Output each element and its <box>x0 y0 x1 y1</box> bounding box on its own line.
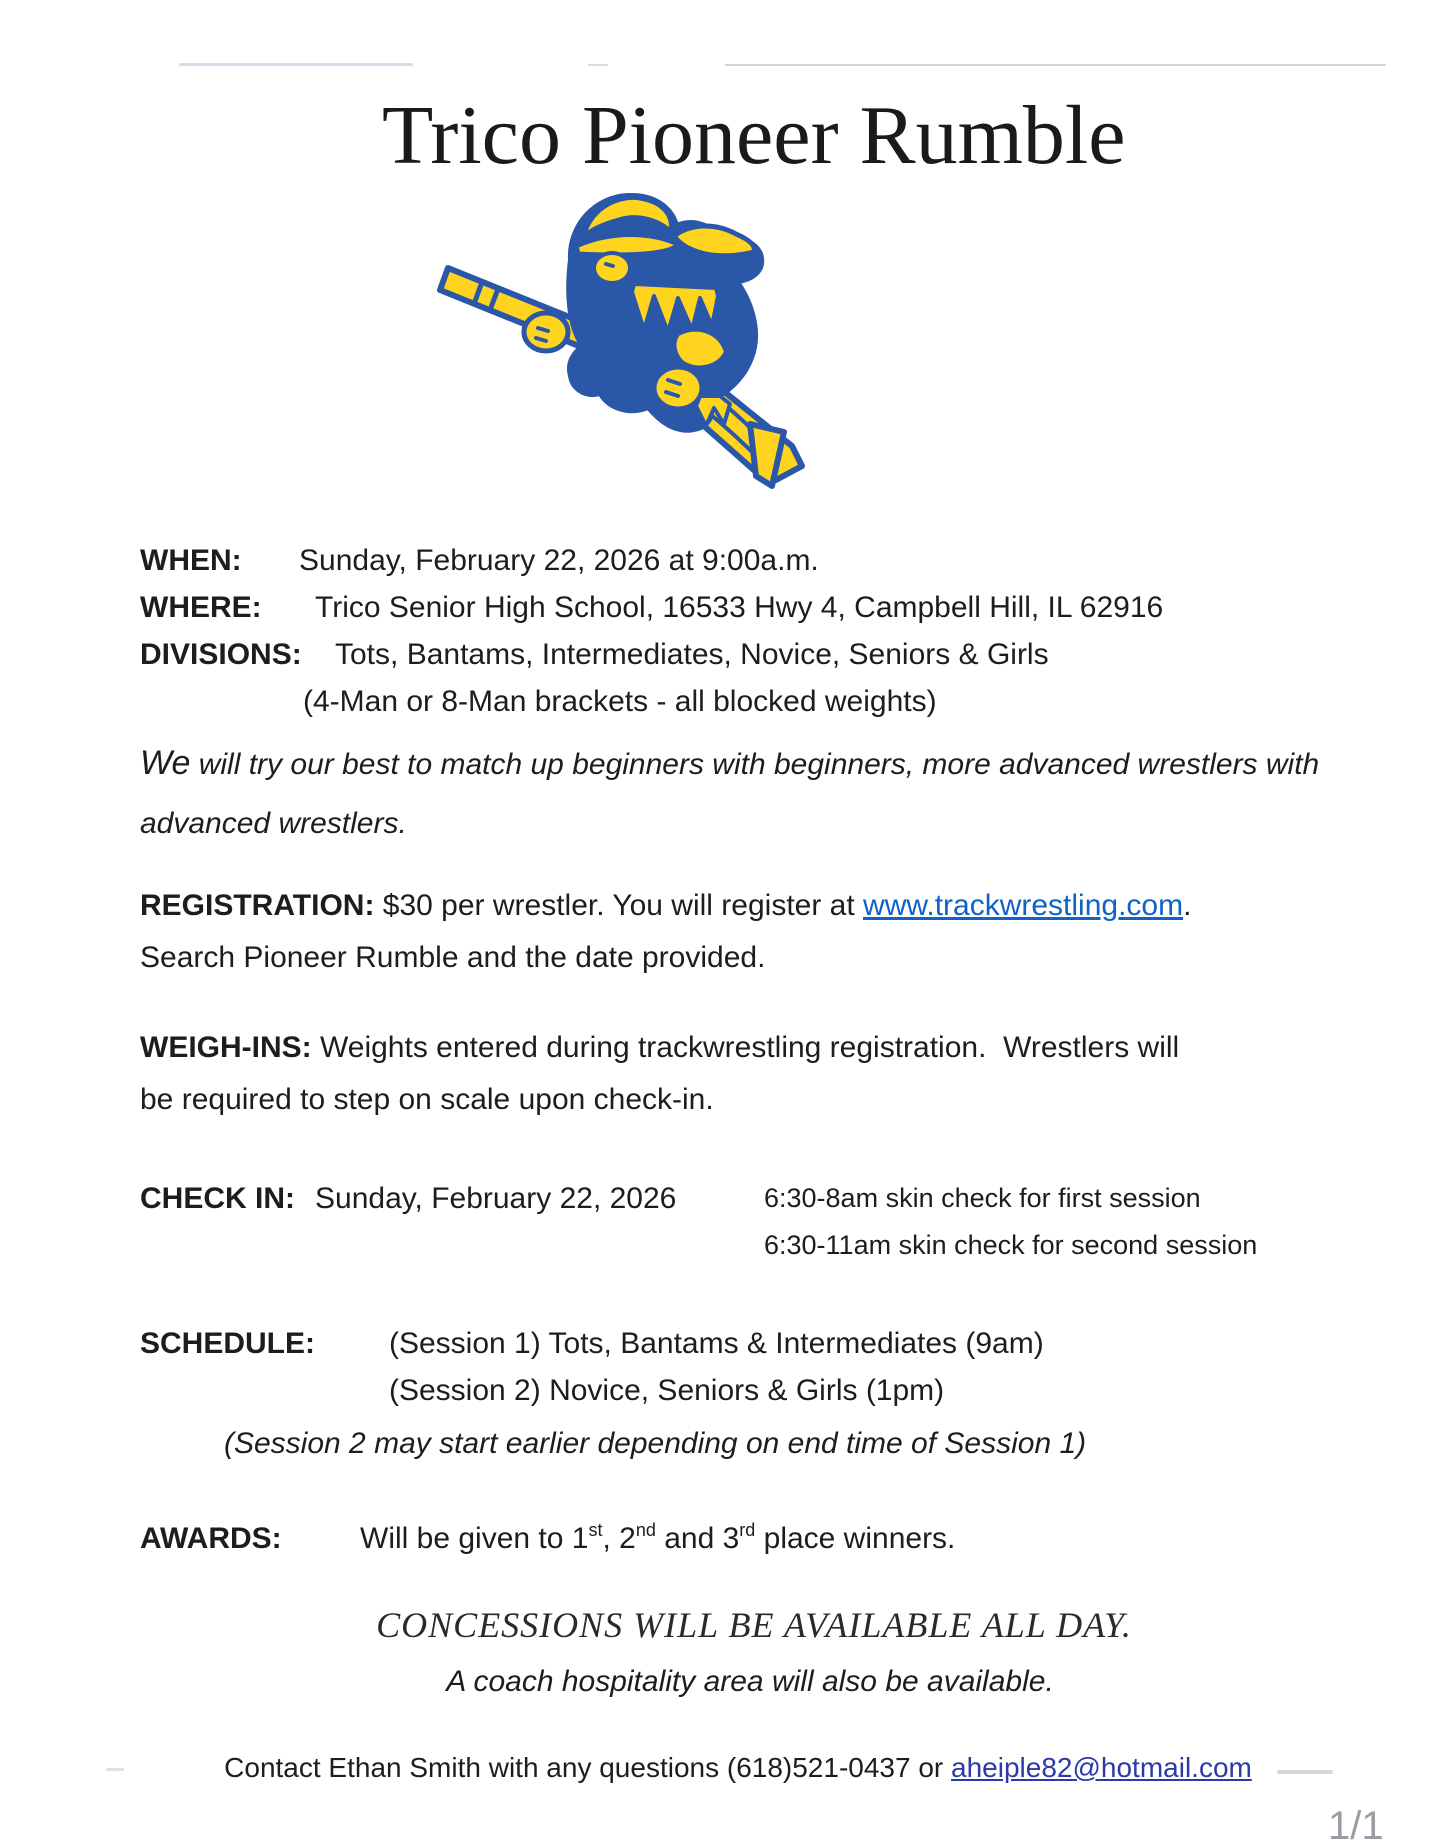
weigh-ins-row: WEIGH-INS: Weights entered during trackwrestling registration. Wrestlers will <box>140 1031 1180 1064</box>
check-in-date: Sunday, February 22, 2026 <box>315 1182 677 1215</box>
contact-line: Contact Ethan Smith with any questions (618)521-0437 or aheiple82@hotmail.com <box>224 1752 1252 1783</box>
contact-email-link[interactable]: aheiple82@hotmail.com <box>951 1752 1252 1783</box>
mascot-rear-hand <box>654 367 702 409</box>
divisions-value: Tots, Bantams, Intermediates, Novice, Seniors & Girls <box>335 638 1049 671</box>
concessions-line: CONCESSIONS WILL BE AVAILABLE ALL DAY. <box>376 1605 1132 1645</box>
where-label: WHERE: <box>140 591 262 624</box>
schedule-note: (Session 2 may start earlier depending on end time of Session 1) <box>224 1427 1087 1460</box>
scan-artifact <box>588 64 608 66</box>
divisions-row <box>140 631 1049 678</box>
where-value: Trico Senior High School, 16533 Hwy 4, Campbell Hill, IL 62916 <box>315 591 1164 624</box>
skin-check-column <box>764 1175 1257 1269</box>
match-note-line2: advanced wrestlers. <box>140 807 407 840</box>
registration-line2: Search Pioneer Rumble and the date provided. <box>140 941 766 974</box>
schedule-sessions <box>389 1320 1044 1414</box>
skin-check-first: 6:30-8am skin check for first session <box>764 1183 1201 1213</box>
schedule-label: SCHEDULE: <box>140 1327 316 1360</box>
weigh-ins-line2: be required to step on scale upon check-in. <box>140 1083 714 1116</box>
ordinal-suffix: rd <box>739 1520 756 1540</box>
check-in-label: CHECK IN: <box>140 1182 295 1215</box>
skin-check-second: 6:30-11am skin check for second session <box>764 1230 1258 1260</box>
when-value: Sunday, February 22, 2026 at 9:00a.m. <box>299 544 819 577</box>
pioneer-mascot-logo <box>420 180 820 490</box>
check-in-row <box>140 1175 1257 1269</box>
trackwrestling-link[interactable]: www.trackwrestling.com <box>863 889 1184 922</box>
match-note-lead: We <box>140 744 191 782</box>
when-row <box>140 537 819 584</box>
registration-row: REGISTRATION: $30 per wrestler. You will register at www.trackwrestling.com. <box>140 889 1192 922</box>
weigh-ins-label: WEIGH-INS: <box>140 1031 312 1064</box>
awards-row: AWARDS: Will be given to 1st, 2nd and 3rd place winners. <box>140 1515 955 1566</box>
mascot-face <box>594 253 630 283</box>
when-label: WHEN: <box>140 544 242 577</box>
divisions-label: DIVISIONS: <box>140 638 302 671</box>
match-note-line1: We will try our best to match up beginners with beginners, more advanced wrestlers with <box>140 744 1320 782</box>
page-indicator: 1/1 <box>1328 1804 1384 1847</box>
page-title: Trico Pioneer Rumble <box>382 89 1126 182</box>
hospitality-line: A coach hospitality area will also be available. <box>446 1665 1054 1698</box>
scan-artifact <box>725 64 1386 66</box>
ordinal-suffix: st <box>588 1520 603 1540</box>
scan-artifact <box>179 63 413 66</box>
ordinal-suffix: nd <box>635 1520 656 1540</box>
schedule-session2: (Session 2) Novice, Seniors & Girls (1pm) <box>389 1374 945 1407</box>
divisions-note: (4-Man or 8-Man brackets - all blocked weights) <box>303 685 937 718</box>
schedule-session1: (Session 1) Tots, Bantams & Intermediates (9am) <box>389 1327 1044 1360</box>
registration-label: REGISTRATION: <box>140 889 375 922</box>
where-row <box>140 584 1163 631</box>
awards-label: AWARDS: <box>140 1522 282 1555</box>
schedule-row <box>140 1320 1044 1414</box>
